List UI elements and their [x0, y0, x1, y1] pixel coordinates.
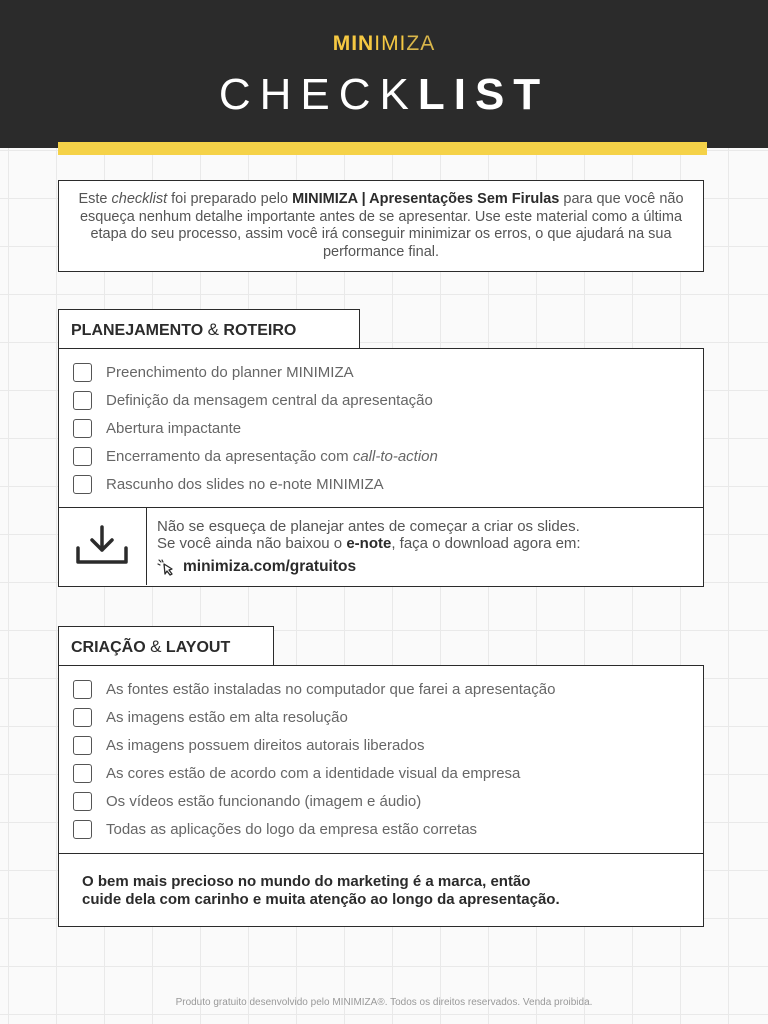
checkbox[interactable]: [73, 736, 92, 755]
checkbox[interactable]: [73, 680, 92, 699]
download-text-line2: Se você ainda não baixou o e-note, faça o download agora em:: [157, 535, 581, 552]
section-title-criacao: CRIAÇÃO & LAYOUT: [58, 626, 274, 666]
checkbox[interactable]: [73, 792, 92, 811]
checklist-criacao: As fontes estão instaladas no computador que farei a apresentação As imagens estão em alta resolução As imagens possuem direitos autorais liberados As cores estão de acordo com a identidade visual da empresa Os vídeos estão funcionando (imagem e áudio) Todas as aplicações do logo da empresa estão corretas: [58, 665, 704, 854]
intro-box: Este checklist foi preparado pelo MINIMIZA | Apresentações Sem Firulas para que você não esqueça nenhum detalhe importante antes de se apresentar. Use este material como a última etapa do seu processo, assim você irá conseguir minimizar os erros, o que ajudará na sua performance final.: [58, 180, 704, 272]
checkbox[interactable]: [73, 447, 92, 466]
checkbox[interactable]: [73, 363, 92, 382]
download-icon: [74, 524, 130, 568]
page-title: CHECKLIST: [218, 70, 550, 119]
checkbox[interactable]: [73, 391, 92, 410]
checkbox[interactable]: [73, 708, 92, 727]
download-text-line1: Não se esqueça de planejar antes de começar a criar os slides.: [157, 518, 580, 535]
section-title-planejamento: PLANEJAMENTO & ROTEIRO: [58, 309, 360, 349]
download-callout: Não se esqueça de planejar antes de começar a criar os slides. Se você ainda não baixou o e-note, faça o download agora em: minimiza.com/gratuitos: [58, 507, 704, 587]
header-banner: [0, 0, 768, 148]
closing-quote: O bem mais precioso no mundo do marketing é a marca, então cuide dela com carinho e muita atenção ao longo da apresentação.: [58, 853, 704, 927]
brand-logo: MINIMIZA: [332, 32, 436, 55]
checklist-planejamento: Preenchimento do planner MINIMIZA Definição da mensagem central da apresentação Abertura impactante Encerramento da apresentação com call-to-action Rascunho dos slides no e-note MINIMIZA: [58, 348, 704, 508]
checkbox[interactable]: [73, 820, 92, 839]
checkbox[interactable]: [73, 764, 92, 783]
checkbox[interactable]: [73, 419, 92, 438]
footer-copyright: Produto gratuito desenvolvido pelo MINIMIZA®. Todos os direitos reservados. Venda proibida.: [175, 997, 593, 1008]
checkbox[interactable]: [73, 475, 92, 494]
accent-bar: [58, 142, 707, 155]
cursor-click-icon: [157, 559, 177, 577]
